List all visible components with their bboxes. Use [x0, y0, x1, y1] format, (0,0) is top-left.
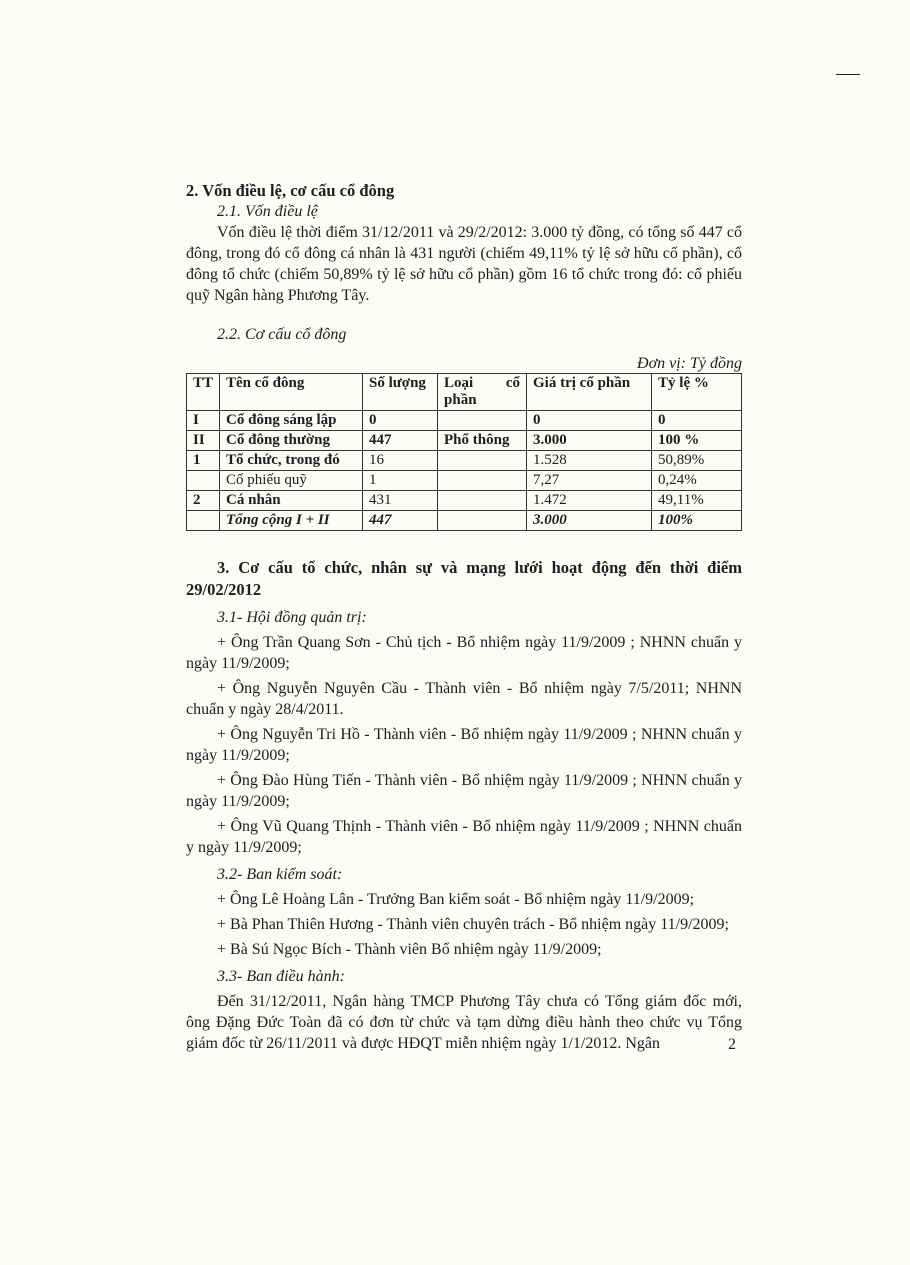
cell-ratio: 0,24% [652, 471, 742, 491]
section-3-title: 3. Cơ cấu tổ chức, nhân sự và mạng lưới hoạt động đến thời điểm 29/02/2012 [186, 558, 742, 599]
unit-label: Đơn vị: Tỷ đồng [637, 355, 742, 372]
cell-type [438, 411, 527, 431]
header-name: Tên cổ đông [220, 374, 363, 411]
cell-name: Tổ chức, trong đó [220, 451, 363, 471]
cell-name: Tổng cộng I + II [220, 511, 363, 531]
board-member: + Ông Trần Quang Sơn - Chủ tịch - Bổ nhiệm ngày 11/9/2009 ; NHNN chuẩn y ngày 11/9/2009; [186, 634, 742, 672]
table-row [187, 431, 742, 451]
header-share-type-word1: Loại [444, 375, 474, 391]
table-row [187, 411, 742, 431]
page-number: 2 [728, 1036, 736, 1053]
supervisor-member: + Ông Lê Hoàng Lân - Trưởng Ban kiểm soát - Bổ nhiệm ngày 11/9/2009; [217, 891, 695, 908]
table-row [187, 451, 742, 471]
cell-type [438, 491, 527, 511]
board-member: + Ông Đào Hùng Tiến - Thành viên - Bổ nhiệm ngày 11/9/2009 ; NHNN chuẩn y ngày 11/9/2009; [186, 772, 742, 810]
supervisory-heading: 3.2- Ban kiểm soát: [217, 866, 343, 883]
shareholder-table [186, 373, 742, 531]
cell-tt [187, 511, 220, 531]
cell-quantity: 431 [363, 491, 438, 511]
cell-quantity: 1 [363, 471, 438, 491]
cell-value: 7,27 [527, 471, 652, 491]
header-tt: TT [187, 374, 220, 411]
cell-type [438, 471, 527, 491]
board-member: + Ông Nguyễn Nguyên Cầu - Thành viên - Bổ nhiệm ngày 7/5/2011; NHNN chuẩn y ngày 28/4/2011. [186, 680, 742, 718]
header-ratio: Tỷ lệ % [652, 374, 742, 411]
cell-tt [187, 471, 220, 491]
executive-heading: 3.3- Ban điều hành: [217, 968, 345, 985]
section-2-title: 2. Vốn điều lệ, cơ cấu cổ đông [186, 181, 395, 200]
header-share-type [438, 374, 527, 411]
header-value: Giá trị cổ phần [527, 374, 652, 411]
cell-value: 0 [527, 411, 652, 431]
section-2-1-heading: 2.1. Vốn điều lệ [217, 203, 318, 220]
table-row [187, 471, 742, 491]
cell-name: Cá nhân [220, 491, 363, 511]
cell-type: Phổ thông [438, 431, 527, 451]
cell-ratio: 100% [652, 511, 742, 531]
header-quantity: Số lượng [363, 374, 438, 411]
cell-ratio: 100 % [652, 431, 742, 451]
table-row [187, 491, 742, 511]
cell-name: Cổ phiếu quỹ [220, 471, 363, 491]
cell-quantity: 447 [363, 431, 438, 451]
supervisor-member: + Bà Sú Ngọc Bích - Thành viên Bổ nhiệm ngày 11/9/2009; [217, 941, 602, 958]
board-member: + Ông Nguyễn Tri Hồ - Thành viên - Bổ nhiệm ngày 11/9/2009 ; NHNN chuẩn y ngày 11/9/2009; [186, 726, 742, 764]
cell-quantity: 0 [363, 411, 438, 431]
cell-value: 1.472 [527, 491, 652, 511]
cell-quantity: 447 [363, 511, 438, 531]
header-share-type-word3: phần [444, 392, 477, 408]
cell-name: Cổ đông sáng lập [220, 411, 363, 431]
cell-tt: 2 [187, 491, 220, 511]
charter-capital-paragraph: Vốn điều lệ thời điểm 31/12/2011 và 29/2/2012: 3.000 tỷ đồng, có tổng số 447 cổ đông, trong đó cổ đông cá nhân là 431 người (chiếm 49,11% tỷ lệ sở hữu cổ phần), cổ đông tổ chức (chiếm 50,89% tỷ lệ sở hữu cổ phần) gồm 16 tổ chức trong đó: cổ phiếu quỹ Ngân hàng Phương Tây. [186, 224, 742, 304]
table-total-row [187, 511, 742, 531]
executive-paragraph: Đến 31/12/2011, Ngân hàng TMCP Phương Tây chưa có Tổng giám đốc mới, ông Đặng Đức Toàn đã có đơn từ chức và tạm dừng điều hành theo chức vụ Tổng giám đốc từ 26/11/2011 và được HĐQT miễn nhiệm ngày 1/1/2012. Ngân [186, 993, 742, 1052]
cell-quantity: 16 [363, 451, 438, 471]
table-header-row [187, 374, 742, 411]
supervisor-member: + Bà Phan Thiên Hương - Thành viên chuyên trách - Bổ nhiệm ngày 11/9/2009; [217, 916, 729, 933]
cell-type [438, 451, 527, 471]
cell-value: 3.000 [527, 511, 652, 531]
header-share-type-word2: cổ [505, 375, 521, 391]
corner-mark [836, 74, 860, 75]
cell-tt: I [187, 411, 220, 431]
document-body [186, 180, 742, 1054]
cell-ratio: 49,11% [652, 491, 742, 511]
cell-tt: II [187, 431, 220, 451]
cell-value: 1.528 [527, 451, 652, 471]
board-member: + Ông Vũ Quang Thịnh - Thành viên - Bổ nhiệm ngày 11/9/2009 ; NHNN chuẩn y ngày 11/9/2009; [186, 818, 742, 856]
cell-type [438, 511, 527, 531]
cell-tt: 1 [187, 451, 220, 471]
cell-value: 3.000 [527, 431, 652, 451]
board-heading: 3.1- Hội đồng quản trị: [217, 609, 367, 626]
section-2-2-heading: 2.2. Cơ cấu cổ đông [217, 326, 347, 343]
cell-ratio: 50,89% [652, 451, 742, 471]
cell-name: Cổ đông thường [220, 431, 363, 451]
cell-ratio: 0 [652, 411, 742, 431]
